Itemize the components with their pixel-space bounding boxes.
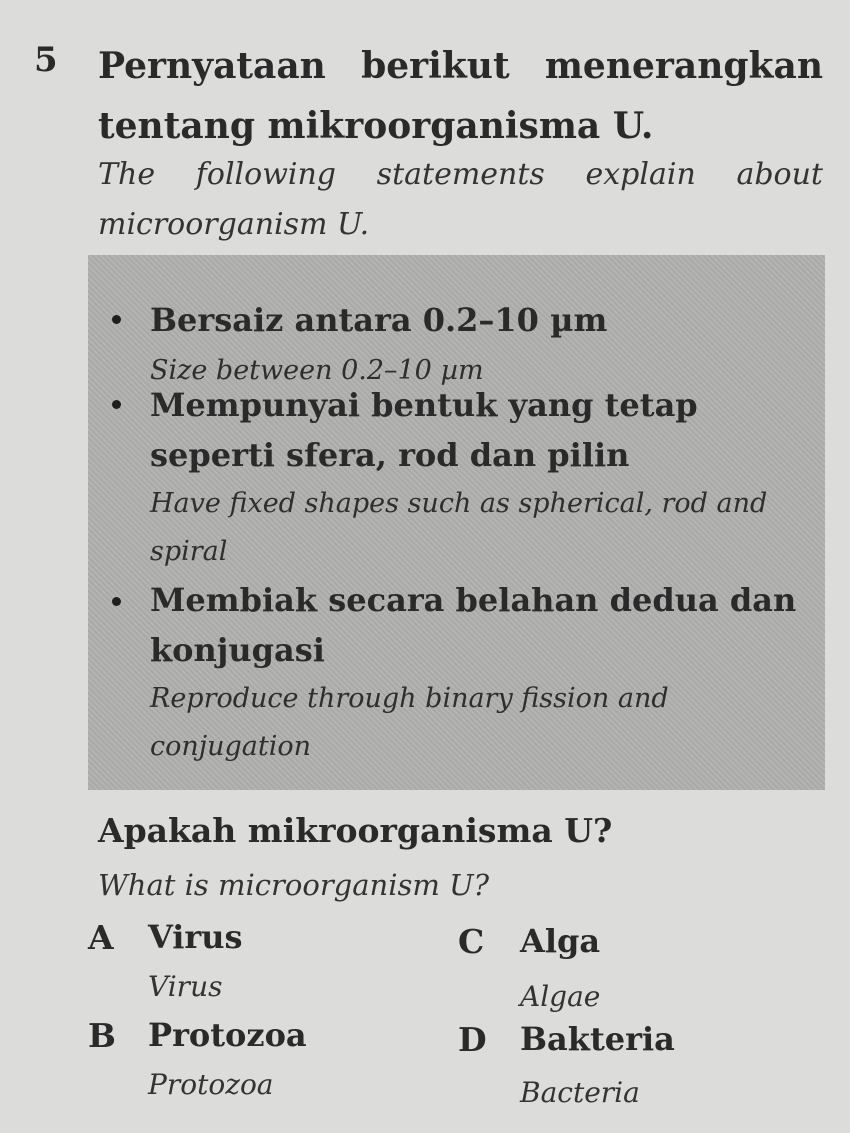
option-label-malay: Alga (520, 922, 601, 960)
option-letter: A (88, 918, 114, 957)
option-label-malay: Protozoa (148, 1016, 307, 1054)
bullet-icon (112, 315, 121, 324)
statement-english: Have fixed shapes such as spherical, rod and spiral (150, 488, 768, 567)
option-letter: C (458, 922, 485, 961)
question-stem-malay: Pernyataan berikut menerangkan tentang mikroorganisma U. (98, 45, 823, 147)
statement-malay: Membiak secara belahan dedua dan konjugasi (150, 581, 797, 669)
question-ask-english: What is microorganism U? (98, 868, 490, 902)
option-label-english: Protozoa (148, 1068, 274, 1101)
option-label-malay: Virus (148, 918, 243, 956)
option-label-english: Bacteria (520, 1076, 640, 1109)
option-label-english: Virus (148, 970, 223, 1003)
question-stem-english: The following statements explain about microorganism U. (98, 157, 823, 242)
bullet-icon (112, 400, 121, 409)
statement-english: Size between 0.2–10 µm (150, 355, 484, 386)
statement-malay: Mempunyai bentuk yang tetap seperti sfera, rod dan pilin (150, 386, 698, 474)
option-label-english: Algae (520, 980, 601, 1013)
statement-english: Reproduce through binary fission and conjugation (150, 683, 669, 762)
statement-malay: Bersaiz antara 0.2–10 µm (150, 301, 608, 339)
option-letter: D (458, 1020, 487, 1059)
bullet-icon (112, 597, 121, 606)
option-letter: B (88, 1016, 116, 1055)
question-ask-malay: Apakah mikroorganisma U? (98, 811, 613, 850)
statements-box (88, 255, 825, 790)
question-number: 5 (34, 40, 58, 80)
option-label-malay: Bakteria (520, 1020, 675, 1058)
